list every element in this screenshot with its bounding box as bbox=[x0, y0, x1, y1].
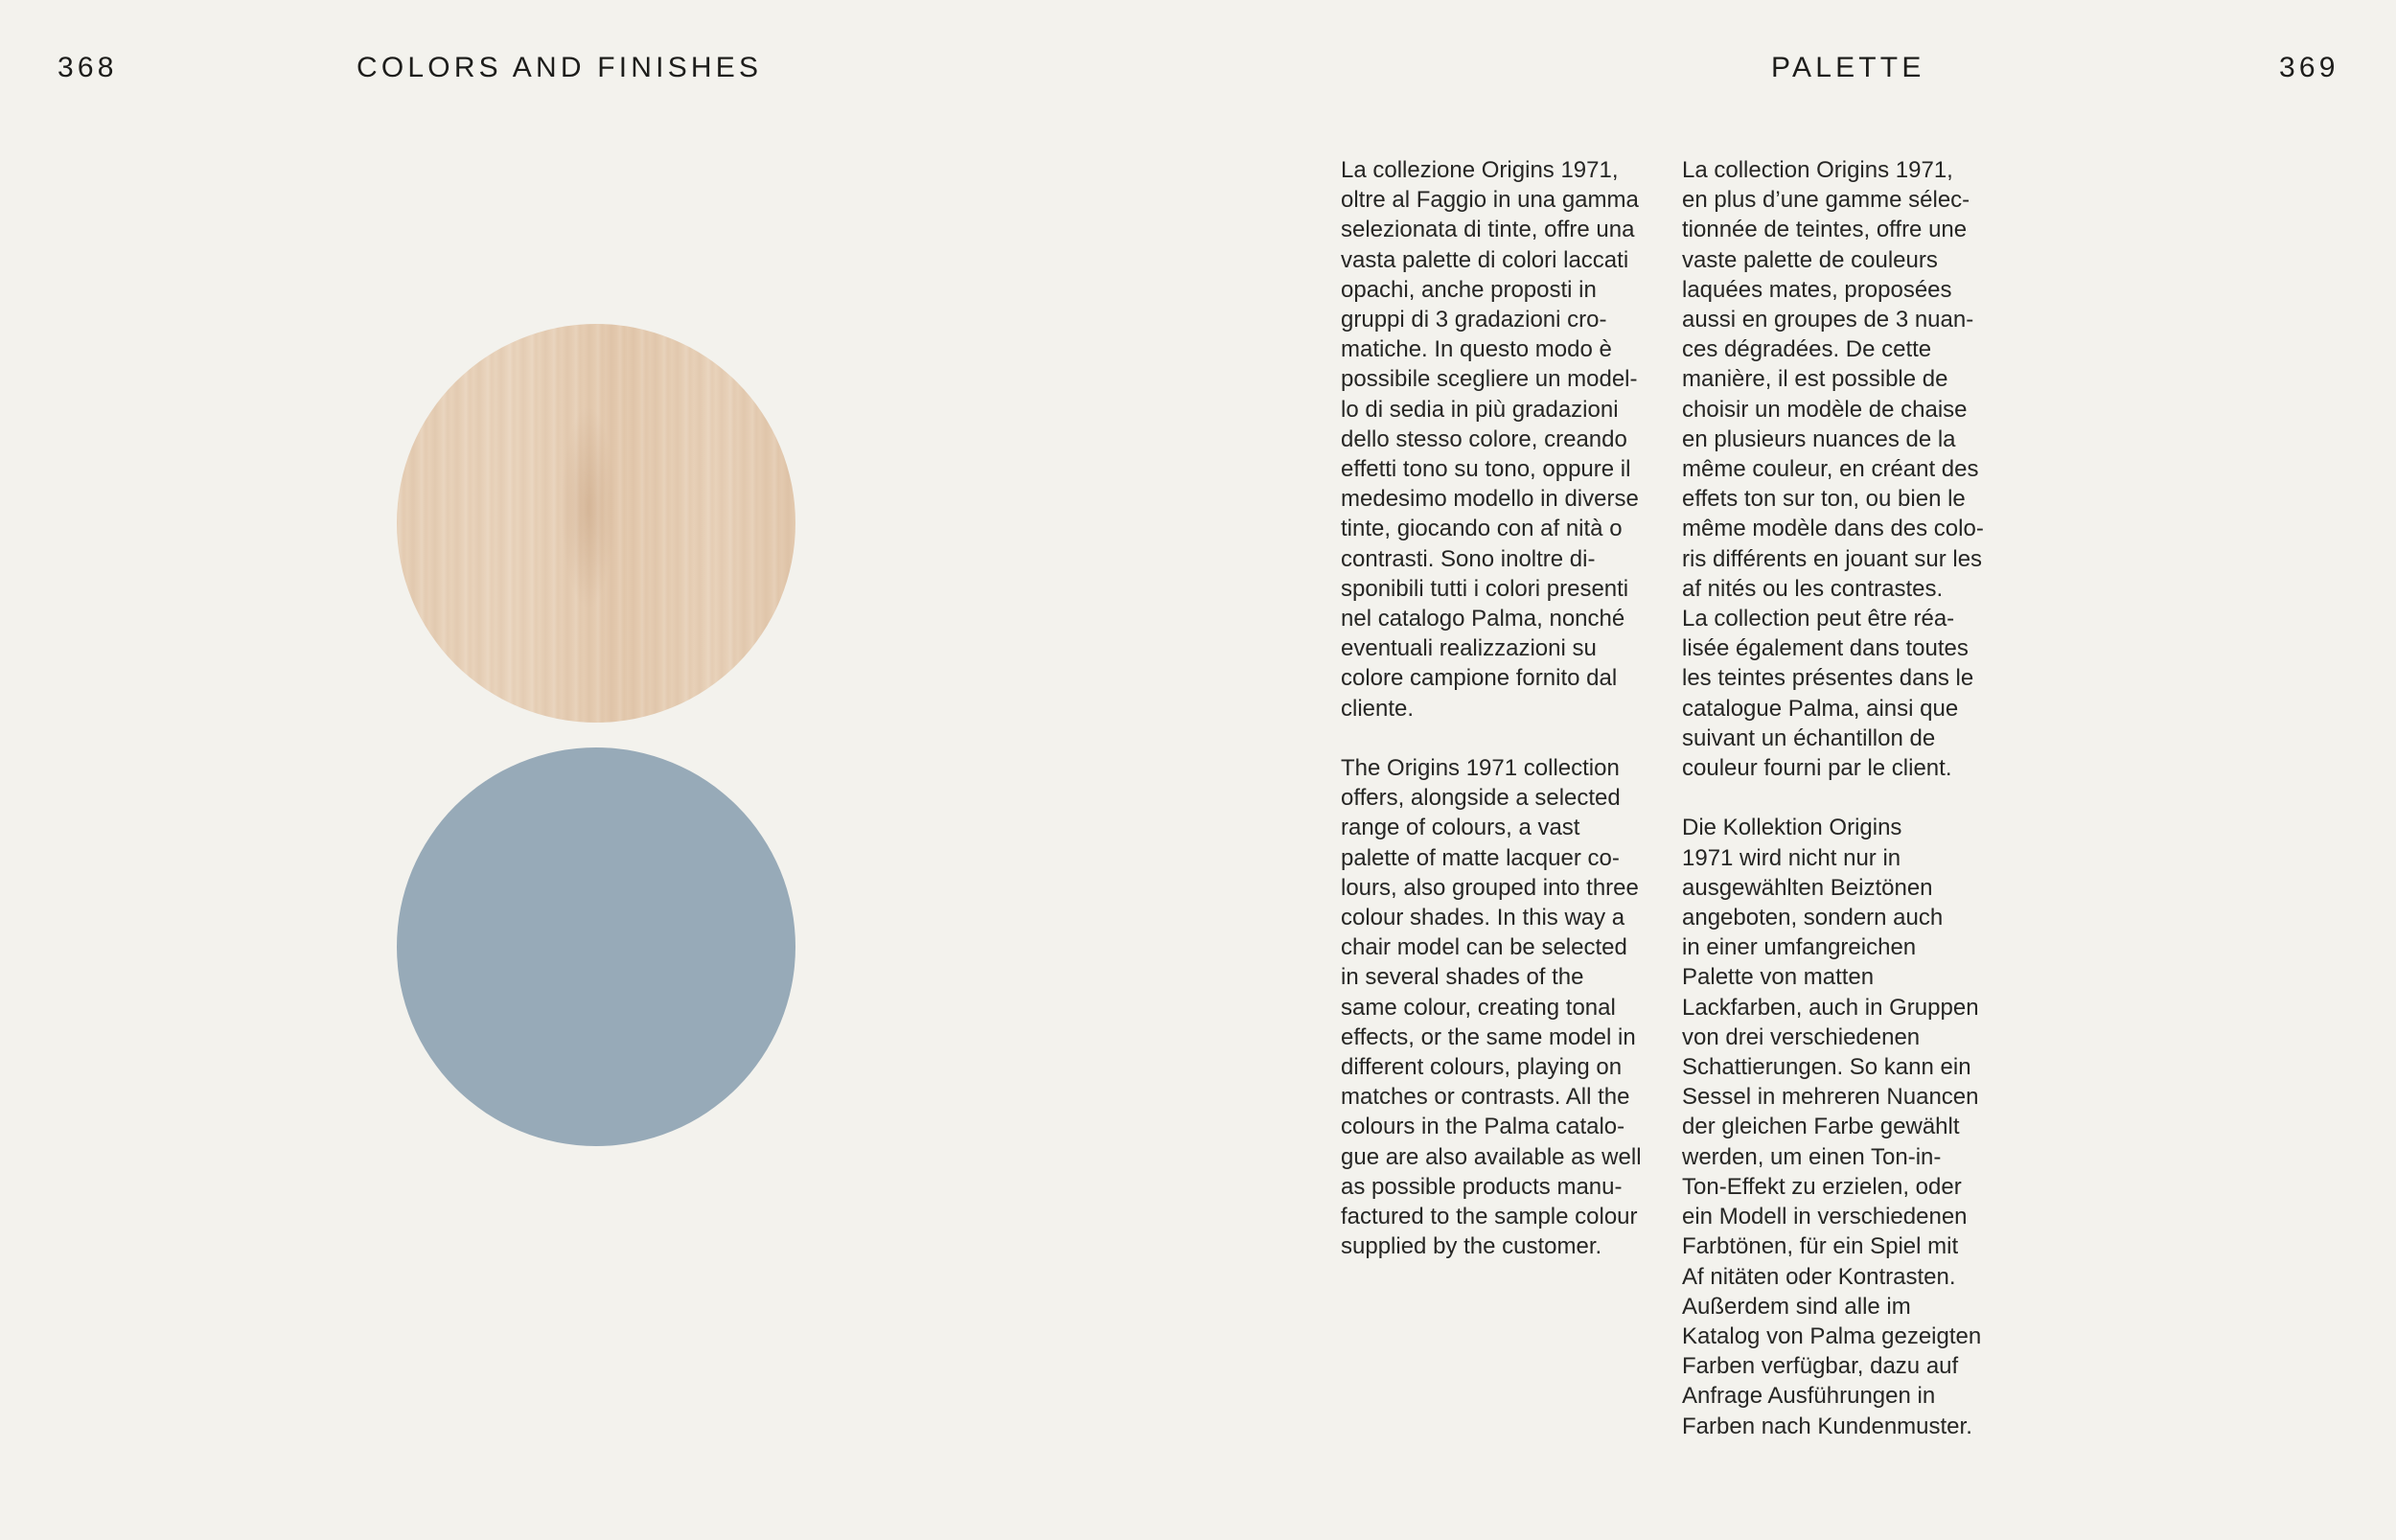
page-title-right: PALETTE bbox=[1771, 52, 1925, 83]
text-column-2 bbox=[1682, 155, 2008, 1441]
text-column-1 bbox=[1341, 155, 1667, 1262]
english-paragraph: The Origins 1971 collection offers, alongside a selected range of colours, a vast palette of matte lacquer co- lours, also grouped into three colour shades. In this way a chair model can be selected in several shades of the same colour, creating tonal effects, or the same model in different colours, playing on matches or contrasts. All the colours in the Palma catalo- gue are also available as well as possible products manu- factured to the sample colour supplied by the customer. bbox=[1341, 755, 1642, 1260]
left-page-number: 368 bbox=[58, 52, 118, 83]
wood-swatch bbox=[397, 324, 795, 723]
german-paragraph: Die Kollektion Origins 1971 wird nicht nur in ausgewählten Beiztönen angeboten, sondern auch in einer umfangreichen Palette von matten Lackfarben, auch in Gruppen von drei verschiedenen Schattierungen. So kann ein Sessel in mehreren Nuancen der gleichen Farbe gewählt werden, um einen Ton-in- Ton-Effekt zu erzielen, oder ein Modell in verschiedenen Farbtönen, für ein Spiel mit Af nitäten oder Kontrasten. Außerdem sind alle im Katalog von Palma gezeigten Farben verfügbar, dazu auf Anfrage Ausführungen in Farben nach Kundenmuster. bbox=[1682, 815, 1982, 1439]
french-paragraph: La collection Origins 1971, en plus d’une gamme sélec- tionnée de teintes, offre une vaste palette de couleurs laquées mates, proposées aussi en groupes de 3 nuan- ces dégradées. De cette manière, il est possible de choisir un modèle de chaise en plusieurs nuances de la même couleur, en créant des effets ton sur ton, ou bien le même modèle dans des colo- ris différents en jouant sur les af nités ou les contrastes. La collection peut être réa- lisée également dans toutes les teintes présentes dans le catalogue Palma, ainsi que suivant un échantillon de couleur fourni par le client. bbox=[1682, 157, 1984, 782]
right-page-number: 369 bbox=[2279, 52, 2339, 83]
page-title-left: COLORS AND FINISHES bbox=[357, 52, 763, 83]
italian-paragraph: La collezione Origins 1971, oltre al Faggio in una gamma selezionata di tinte, offre una vasta palette di colori laccati opachi, anche proposti in gruppi di 3 gradazioni cro- matiche. In questo modo è possibile scegliere un model- lo di sedia in più gradazioni dello stesso colore, creando effetti tono su tono, oppure il medesimo modello in diverse tinte, giocando con af nità o contrasti. Sono inoltre di- sponibili tutti i colori presenti nel catalogo Palma, nonché eventuali realizzazioni su colore campione fornito dal cliente. bbox=[1341, 157, 1639, 722]
blue-lacquer-swatch bbox=[397, 747, 795, 1146]
